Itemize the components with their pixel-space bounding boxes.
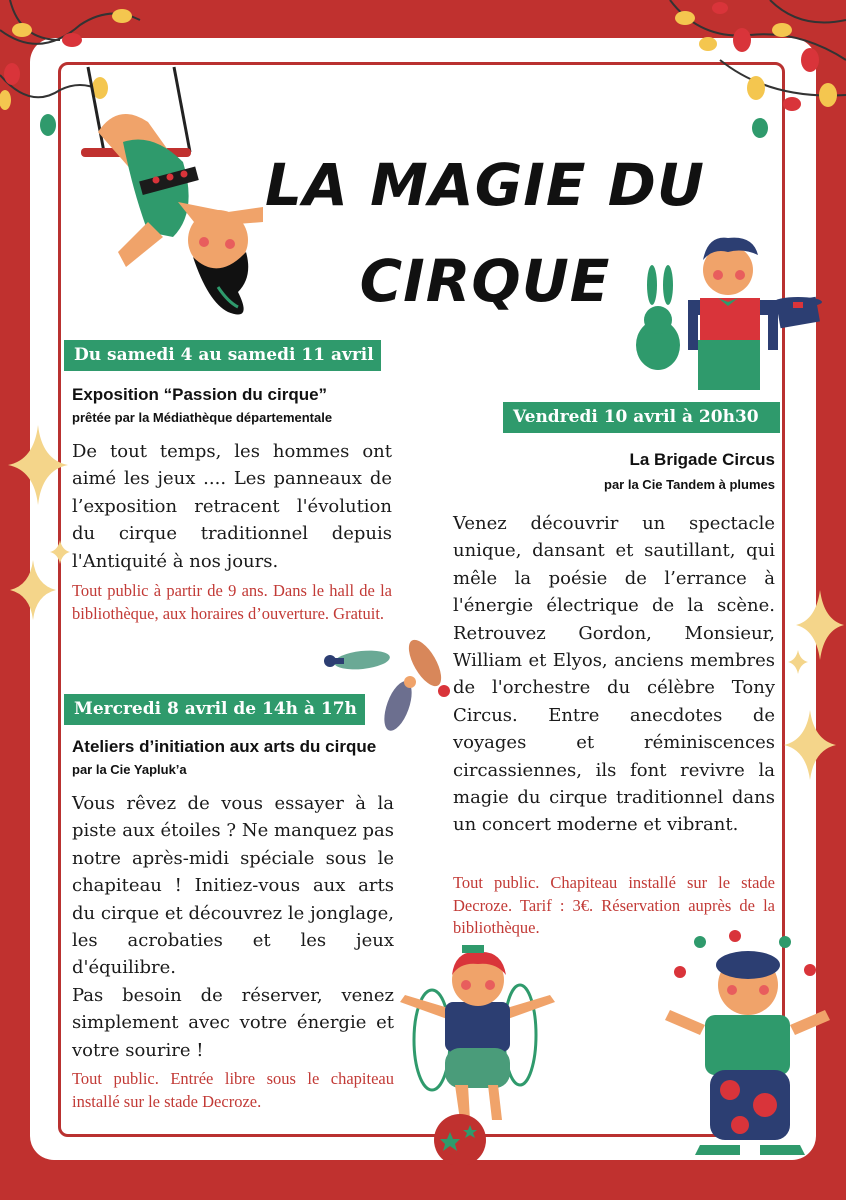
page-title: LA MAGIE DU CIRQUE xyxy=(265,150,705,315)
event-title: Ateliers d’initiation aux arts du cirque xyxy=(72,737,377,756)
event-subtitle: par la Cie Yapluk’a xyxy=(72,762,187,777)
event-date-banner: Mercredi 8 avril de 14h à 17h xyxy=(64,694,365,725)
event-description: Venez découvrir un spectacle unique, dansant et sautillant, qui mêle la poésie de l’errance à l'énergie électrique de la scène. Retrouvez Gordon, Monsieur, William et Elyos, anciens membres de l'orchestre du célèbre Tony Circus. Entre anecdotes de voyages et réminiscences circassiennes, ils font revivre la magie du cirque traditionnel dans un concert moderne et vibrant. xyxy=(453,513,775,836)
event-subtitle: prêtée par la Médiathèque départementale xyxy=(72,410,333,425)
hoop-acrobat-illustration xyxy=(400,940,560,1165)
event-date-banner: Vendredi 10 avril à 20h30 xyxy=(503,402,780,433)
event-description: De tout temps, les hommes ont aimé les jeux .... Les panneaux de l’exposition retracent l'évolution du cirque traditionnel depuis l'Antiquité à nos jours. xyxy=(72,441,392,572)
event-subtitle: par la Cie Tandem à plumes xyxy=(604,477,775,492)
event-title: Exposition “Passion du cirque” xyxy=(72,385,328,404)
event-description-extra: Pas besoin de réserver, venez simplement avec votre énergie et votre sourire ! xyxy=(72,985,394,1061)
sparkle-icon xyxy=(780,560,846,800)
event-info: Tout public. Entrée libre sous le chapiteau installé sur le stade Decroze. xyxy=(72,1069,394,1111)
event-description: Vous rêvez de vous essayer à la piste aux étoiles ? Ne manquez pas notre après-midi spéciale sous le chapiteau ! Initiez-vous aux arts du cirque et découvrez le jonglage, les acrobaties et les jeux d'équilibre. xyxy=(72,793,394,979)
event-info: Tout public. Chapiteau installé sur le stade Decroze. Tarif : 3€. Réservation auprès de la bibliothèque. xyxy=(453,873,775,937)
event-title: La Brigade Circus xyxy=(629,450,775,469)
juggler-illustration xyxy=(660,930,835,1165)
event-date-banner: Du samedi 4 au samedi 11 avril xyxy=(64,340,381,371)
string-lights-icon xyxy=(660,0,846,140)
sparkle-icon xyxy=(8,420,78,650)
event-info: Tout public à partir de 9 ans. Dans le hall de la bibliothèque, aux horaires d’ouverture. Gratuit. xyxy=(72,581,392,623)
